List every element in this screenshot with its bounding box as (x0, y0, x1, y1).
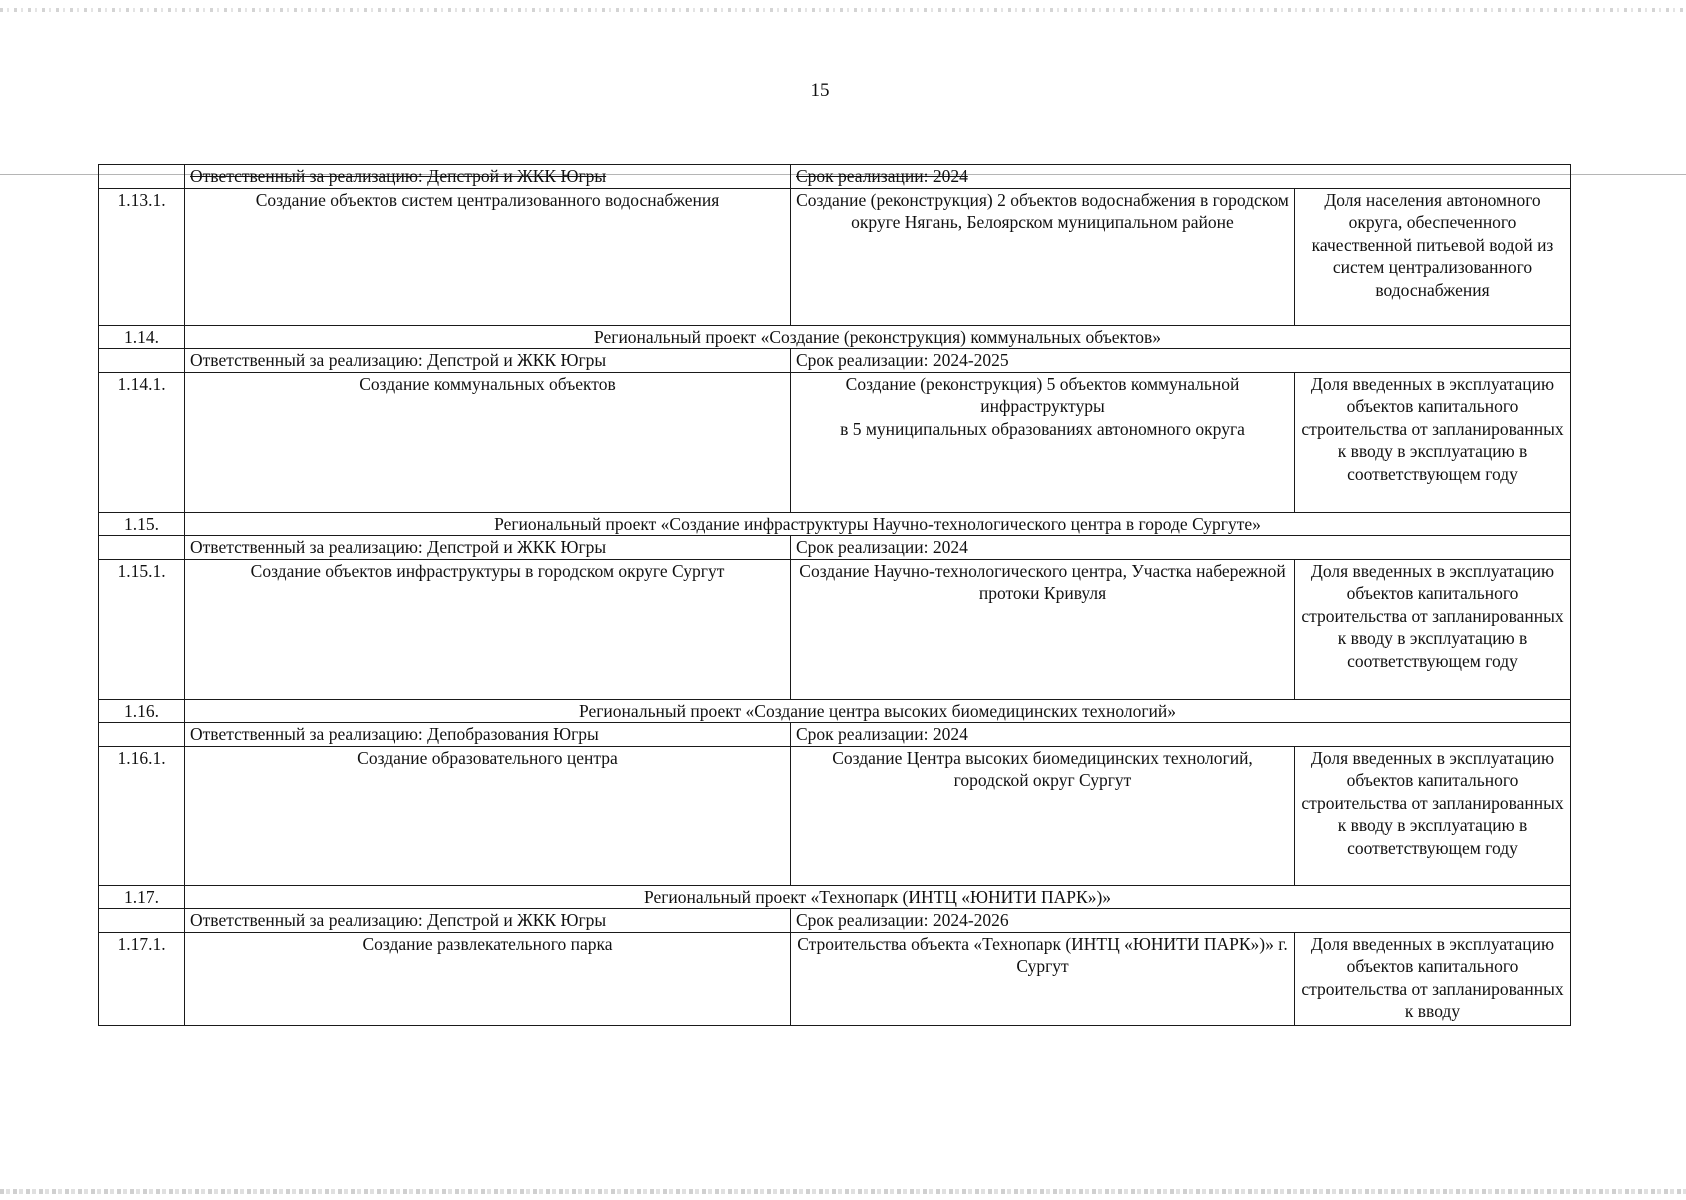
measure-row (99, 372, 1571, 512)
responsible-cell: Ответственный за реализацию: Депобразования Югры (185, 723, 791, 747)
responsible-cell: Ответственный за реализацию: Депстрой и ЖКК Югры (185, 349, 791, 373)
measure-name: Создание коммунальных объектов (185, 372, 791, 512)
measure-row (99, 559, 1571, 699)
project-row (99, 325, 1571, 349)
project-row (99, 512, 1571, 536)
measures-table (98, 164, 1571, 1026)
responsible-row (99, 165, 1571, 189)
project-row (99, 885, 1571, 909)
term-cell: Срок реализации: 2024-2026 (791, 909, 1571, 933)
measure-result: Создание (реконструкция) 2 объектов водоснабжения в городском округе Нягань, Белоярском муниципальном районе (791, 188, 1295, 325)
term-cell: Срок реализации: 2024 (791, 165, 1571, 189)
project-title: Региональный проект «Технопарк (ИНТЦ «ЮНИТИ ПАРК»)» (185, 885, 1571, 909)
project-title: Региональный проект «Создание (реконструкция) коммунальных объектов» (185, 325, 1571, 349)
scan-edge-bottom (0, 1189, 1686, 1194)
responsible-cell: Ответственный за реализацию: Депстрой и ЖКК Югры (185, 165, 791, 189)
responsible-row (99, 723, 1571, 747)
page-number: 15 (810, 80, 830, 101)
measure-indicator: Доля введенных в эксплуатацию объектов капитального строительства от запланированных к вводу в эксплуатацию в соответствующем году (1295, 559, 1571, 699)
project-number: 1.16. (99, 699, 185, 723)
measure-result: Строительства объекта «Технопарк (ИНТЦ «ЮНИТИ ПАРК»)» г. Сургут (791, 932, 1295, 1025)
responsible-row (99, 909, 1571, 933)
measure-result (791, 372, 1295, 512)
measure-row (99, 932, 1571, 1025)
project-title: Региональный проект «Создание инфраструктуры Научно-технологического центра в городе Сургуте» (185, 512, 1571, 536)
project-row (99, 699, 1571, 723)
project-number: 1.17. (99, 885, 185, 909)
responsible-row (99, 349, 1571, 373)
term-cell: Срок реализации: 2024 (791, 723, 1571, 747)
measure-name: Создание объектов инфраструктуры в городском округе Сургут (185, 559, 791, 699)
empty-number-cell (99, 349, 185, 373)
empty-number-cell (99, 165, 185, 189)
measure-row (99, 188, 1571, 325)
measure-number: 1.13.1. (99, 188, 185, 325)
measure-result: Создание Научно-технологического центра, Участка набережной протоки Кривуля (791, 559, 1295, 699)
measure-name: Создание образовательного центра (185, 746, 791, 885)
measure-number: 1.16.1. (99, 746, 185, 885)
project-title: Региональный проект «Создание центра высоких биомедицинских технологий» (185, 699, 1571, 723)
measure-result: Создание Центра высоких биомедицинских технологий, городской округ Сургут (791, 746, 1295, 885)
term-cell: Срок реализации: 2024-2025 (791, 349, 1571, 373)
measure-row (99, 746, 1571, 885)
project-number: 1.14. (99, 325, 185, 349)
project-number: 1.15. (99, 512, 185, 536)
scan-edge-top (0, 8, 1686, 12)
empty-number-cell (99, 909, 185, 933)
measure-number: 1.14.1. (99, 372, 185, 512)
measure-indicator: Доля введенных в эксплуатацию объектов капитального строительства от запланированных к вводу в эксплуатацию в соответствующем году (1295, 746, 1571, 885)
responsible-cell: Ответственный за реализацию: Депстрой и ЖКК Югры (185, 536, 791, 560)
measure-name: Создание объектов систем централизованного водоснабжения (185, 188, 791, 325)
empty-number-cell (99, 723, 185, 747)
responsible-row (99, 536, 1571, 560)
measure-name: Создание развлекательного парка (185, 932, 791, 1025)
measure-number: 1.17.1. (99, 932, 185, 1025)
measure-indicator: Доля населения автономного округа, обеспеченного качественной питьевой водой из систем централизованного водоснабжения (1295, 188, 1571, 325)
measure-indicator: Доля введенных в эксплуатацию объектов капитального строительства от запланированных к вводу в эксплуатацию в соответствующем году (1295, 372, 1571, 512)
responsible-cell: Ответственный за реализацию: Депстрой и ЖКК Югры (185, 909, 791, 933)
empty-number-cell (99, 536, 185, 560)
measure-number: 1.15.1. (99, 559, 185, 699)
measure-indicator: Доля введенных в эксплуатацию объектов капитального строительства от запланированных к вводу (1295, 932, 1571, 1025)
measure-result-line: Создание (реконструкция) 5 объектов коммунальной инфраструктуры (845, 373, 1240, 416)
measure-result-line: в 5 муниципальных образованиях автономного округа (840, 418, 1245, 439)
term-cell: Срок реализации: 2024 (791, 536, 1571, 560)
